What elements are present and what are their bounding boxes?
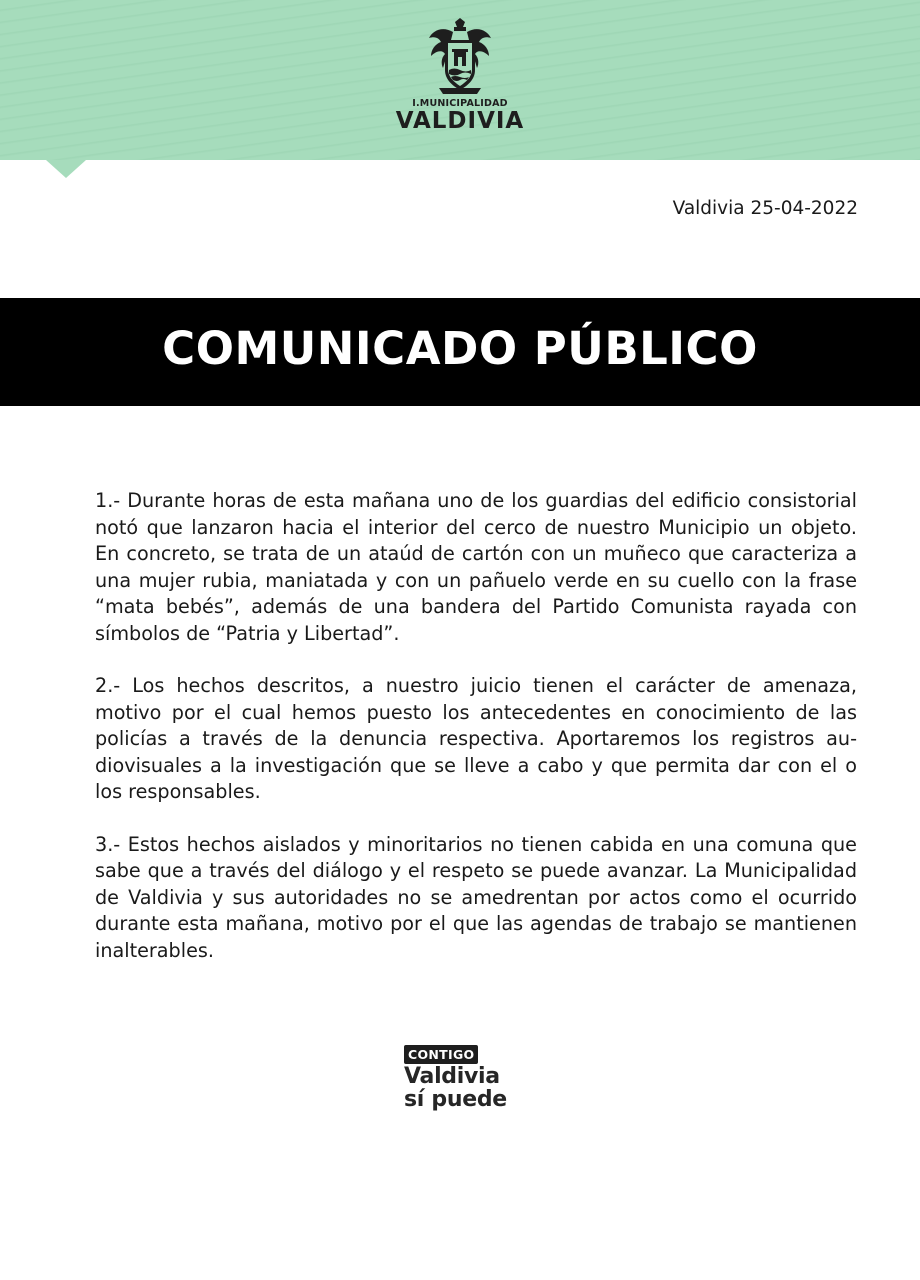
header-notch: [46, 160, 86, 178]
slogan-line-1: Valdivia: [404, 1064, 500, 1089]
footer-slogan-logo: [404, 1045, 524, 1115]
paragraph-1: 1.- Durante horas de esta mañana uno de los guardias del edificio consistorial notó que lanzaron hacia el interior del cerco de nuestro Municipio un objeto. En concreto, se trata de un ataúd de cartón con un muñeco que caracteriza a una mujer rubia, maniatada y con un pañuelo verde en su cuello con la frase “mata bebés”, además de una bandera del Partido Comunista rayada con símbolos de “Patria y Libertad”.: [95, 489, 857, 645]
document-body: [95, 488, 857, 990]
paragraph-3: 3.- Estos hechos aislados y minoritarios no tienen cabida en una comuna que sabe que a través del diálogo y el respeto se puede avanzar. La Municipalidad de Valdivia y sus autoridades no se amedrentan por actos como el ocurrido durante esta mañana, motivo por el que las agendas de trabajo se mantienen inalterables.: [95, 832, 857, 962]
municipal-coat-of-arms-icon: [425, 18, 495, 98]
paragraph-2: 2.- Los hechos descritos, a nuestro juicio tienen el carácter de amenaza, motivo por el cual hemos puesto los antecedentes en conocimiento de las policías a través de la denuncia respectiva. Aportaremos los registros audiovisuales a la investigación que se lleve a cabo y que permita dar con el o los responsables.: [95, 674, 857, 803]
slogan-line-2: sí puede: [404, 1087, 507, 1112]
document-date: Valdivia 25-04-2022: [672, 198, 858, 219]
contigo-badge: CONTIGO: [404, 1045, 478, 1064]
organization-prefix: I.MUNICIPALIDAD: [412, 98, 508, 109]
document-title: COMUNICADO PÚBLICO: [162, 322, 758, 375]
organization-name: VALDIVIA: [395, 108, 525, 134]
